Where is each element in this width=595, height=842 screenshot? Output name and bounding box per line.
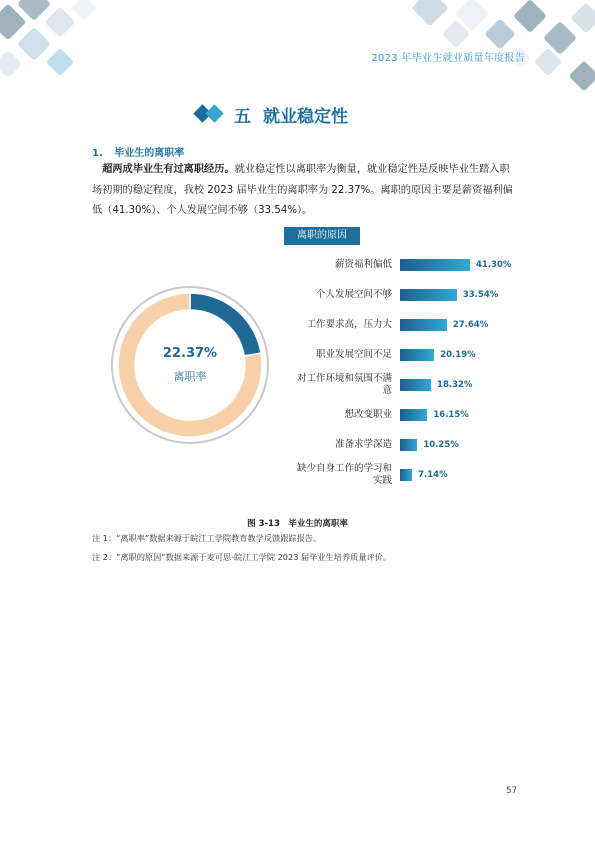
donut-center-value: 22.37% xyxy=(162,346,218,361)
page-number: 57 xyxy=(506,786,517,796)
bar xyxy=(400,469,412,481)
turnover-donut-chart xyxy=(110,285,270,445)
decor-square xyxy=(44,6,75,37)
bar xyxy=(400,439,417,451)
bar-category-label: 想改变职业 xyxy=(344,409,392,420)
decor-square xyxy=(570,2,595,33)
bar-value-label: 41.30% xyxy=(476,260,512,270)
note-1: 注 1：“离职率”数据来源于皖江工学院教育教学反馈跟踪报告。 xyxy=(92,533,322,543)
figure-caption: 图 3-13 毕业生的离职率 xyxy=(247,519,348,529)
bar xyxy=(400,409,427,421)
bar xyxy=(400,319,447,331)
bar-category-label: 工作要求高，压力大 xyxy=(306,319,392,330)
bar-value-label: 10.25% xyxy=(423,440,459,450)
bar-value-label: 16.15% xyxy=(433,410,469,420)
bar-category-label: 个人发展空间不够 xyxy=(315,289,392,300)
decor-square xyxy=(513,0,547,33)
bar xyxy=(400,259,470,271)
bar-value-label: 18.32% xyxy=(437,380,473,390)
bar-value-label: 33.54% xyxy=(462,290,499,300)
subsection-heading xyxy=(92,144,192,159)
bar-category-label: 准备求学深造 xyxy=(334,439,392,450)
bar-category-label: 薪资福利偏低 xyxy=(334,259,392,270)
decor-square xyxy=(412,0,449,26)
decor-square xyxy=(568,60,595,91)
bar-chart-title: 离职的原因 xyxy=(284,227,360,245)
decor-square xyxy=(17,27,51,61)
subsection-number: 1. xyxy=(92,148,103,159)
decor-square xyxy=(46,48,74,76)
section-heading xyxy=(188,102,348,127)
bar-category-label: 缺少自身工作的学习和实践 xyxy=(296,463,392,486)
note-2: 注 2：“离职的原因”数据来源于麦可思-皖江工学院 2023 届毕业生培养质量评价。 xyxy=(92,552,392,562)
bar-value-label: 20.19% xyxy=(440,350,476,360)
paragraph-lead: 超两成毕业生有过离职经历。 xyxy=(102,164,235,175)
section-title: 就业稳定性 xyxy=(263,107,348,127)
body-paragraph xyxy=(92,160,514,222)
decor-square xyxy=(0,50,22,78)
bar-value-label: 7.14% xyxy=(418,470,448,480)
section-number: 五 xyxy=(234,107,251,127)
bar-value-label: 27.64% xyxy=(452,320,489,330)
paragraph-body: 就业稳定性以离职率为衡量，就业稳定性是反映毕业生踏入职场初期的稳定程度，我校 2023 届毕业生的离职率为 22.37%。离职的原因主要是薪资福利偏低（41.30%）、个人发展空间不够（33.54%）。 xyxy=(92,164,513,216)
bar xyxy=(400,349,434,361)
bar xyxy=(400,379,431,391)
bar-category-label: 对工作环境和氛围不满意 xyxy=(296,373,392,396)
report-header-title: 2023 年毕业生就业质量年度报告 xyxy=(371,53,525,64)
subsection-title: 毕业生的离职率 xyxy=(114,148,185,159)
donut-center-label: 离职率 xyxy=(173,370,207,383)
bar-category-label: 职业发展空间不足 xyxy=(315,349,392,360)
decor-square xyxy=(484,18,515,49)
bar xyxy=(400,289,457,301)
decor-square xyxy=(71,0,96,21)
diamond-icon xyxy=(188,104,226,126)
